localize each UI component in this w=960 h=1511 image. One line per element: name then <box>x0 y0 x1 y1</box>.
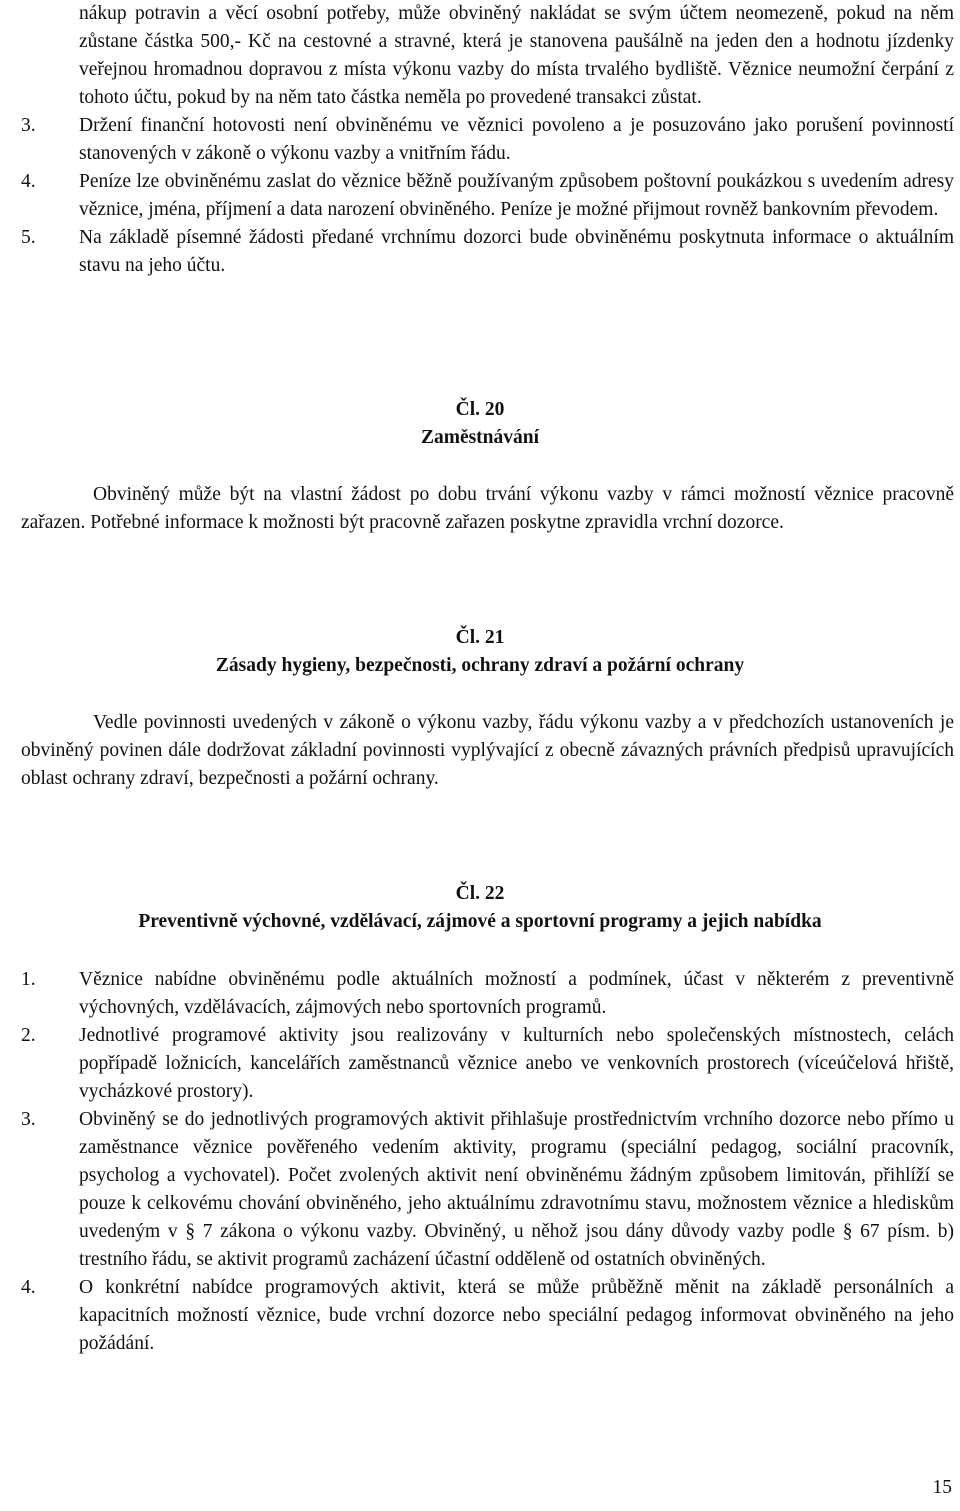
article-20-paragraph: Obviněný může být na vlastní žádost po dobu trvání výkonu vazby v rámci možností věznice pracovně zařazen. Potřebné informace k možnosti být pracovně zařazen poskytne zpravidla vrchní dozorce. <box>21 484 954 533</box>
article-22-list <box>0 966 960 1358</box>
article-number: Čl. 22 <box>455 883 505 904</box>
list-item <box>0 0 960 112</box>
list-item <box>0 966 960 1022</box>
list-item <box>0 1022 960 1106</box>
article-20-heading <box>0 396 960 452</box>
list-item-text: O konkrétní nabídce programových aktivit, která se může průběžně měnit na základě personálních a kapacitních možností věznice, bude vrchní dozorce nebo speciální pedagog informovat obviněného na jeho požádání. <box>79 1277 954 1354</box>
list-item-number: 3. <box>21 115 36 136</box>
article-21-paragraph: Vedle povinnosti uvedených v zákoně o výkonu vazby, řádu výkonu vazby a v předchozích ustanoveních je obviněný povinen dále dodržovat základní povinnosti vyplývající z obecně závazných právních předpisů upravujících oblast ochrany zdraví, bezpečnosti a požární ochrany. <box>21 712 954 789</box>
list-item <box>0 112 960 168</box>
page-number: 15 <box>932 1477 952 1498</box>
list-item-text: Na základě písemné žádosti předané vrchnímu dozorci bude obviněnému poskytnuta informace o aktuálním stavu na jeho účtu. <box>79 227 954 276</box>
article-title: Zaměstnávání <box>420 427 540 448</box>
list-item <box>0 1274 960 1358</box>
list-item-text: Věznice nabídne obviněnému podle aktuálních možností a podmínek, účast v některém z preventivně výchovných, vzdělávacích, zájmových nebo sportovních programů. <box>79 969 954 1018</box>
list-item-number: 1. <box>21 969 36 990</box>
list-item-text: Jednotlivé programové aktivity jsou realizovány v kulturních nebo společenských místnostech, celách popřípadě ložnicích, kancelářích zaměstnanců věznice anebo ve venkovních prostorech (víceúčelová hřiště, vycházkové prostory). <box>79 1025 954 1102</box>
list-item <box>0 168 960 224</box>
article-title: Zásady hygieny, bezpečnosti, ochrany zdraví a požární ochrany <box>215 655 745 676</box>
article-21-heading <box>0 624 960 680</box>
list-item-number: 4. <box>21 171 36 192</box>
list-item-number: 3. <box>21 1109 36 1130</box>
list-item-text: Držení finanční hotovosti není obviněnému ve věznici povoleno a je posuzováno jako porušení povinností stanovených v zákoně o výkonu vazby a vnitřním řádu. <box>79 115 954 164</box>
list-item-text: Obviněný se do jednotlivých programových aktivit přihlašuje prostřednictvím vrchního dozorce nebo přímo u zaměstnance věznice pověřeného vedením aktivity, programu (speciální pedagog, sociální pracovník, psycholog a vychovatel). Počet zvolených aktivit není obviněnému žádným způsobem limitován, přihlíží se pouze k celkovému chování obviněného, jeho aktuálnímu zdravotnímu stavu, možnostem věznice a hlediskům uvedeným v § 7 zákona o výkonu vazby. Obviněný, u něhož jsou dány důvody vazby podle § 67 písm. b) trestního řádu, se aktivit programů zacházení účastní odděleně od ostatních obviněných. <box>79 1109 954 1270</box>
list-item-number: 2. <box>21 1025 36 1046</box>
list-item-number: 5. <box>21 227 36 248</box>
list-item <box>0 1106 960 1274</box>
article-title: Preventivně výchovné, vzdělávací, zájmové a sportovní programy a jejich nabídka <box>138 911 822 932</box>
list-item <box>0 224 960 280</box>
article-number: Čl. 20 <box>455 399 505 420</box>
list-item-text: nákup potravin a věcí osobní potřeby, může obviněný nakládat se svým účtem neomezeně, pokud na něm zůstane částka 500,- Kč na cestovné a stravné, která je stanovena paušálně na jeden den a hodnotu jízdenky veřejnou hromadnou dopravou z místa výkonu vazby do místa trvalého bydliště. Věznice neumožní čerpání z tohoto účtu, pokud by na něm tato částka neměla po provedené transakci zůstat. <box>79 3 954 108</box>
list-item-text: Peníze lze obviněnému zaslat do věznice běžně používaným způsobem poštovní poukázkou s uvedením adresy věznice, jména, příjmení a data narození obviněného. Peníze je možné přijmout rovněž bankovním převodem. <box>79 171 954 220</box>
intro-list <box>0 0 960 280</box>
article-22-heading <box>0 880 960 936</box>
article-number: Čl. 21 <box>455 627 505 648</box>
list-item-number: 4. <box>21 1277 36 1298</box>
